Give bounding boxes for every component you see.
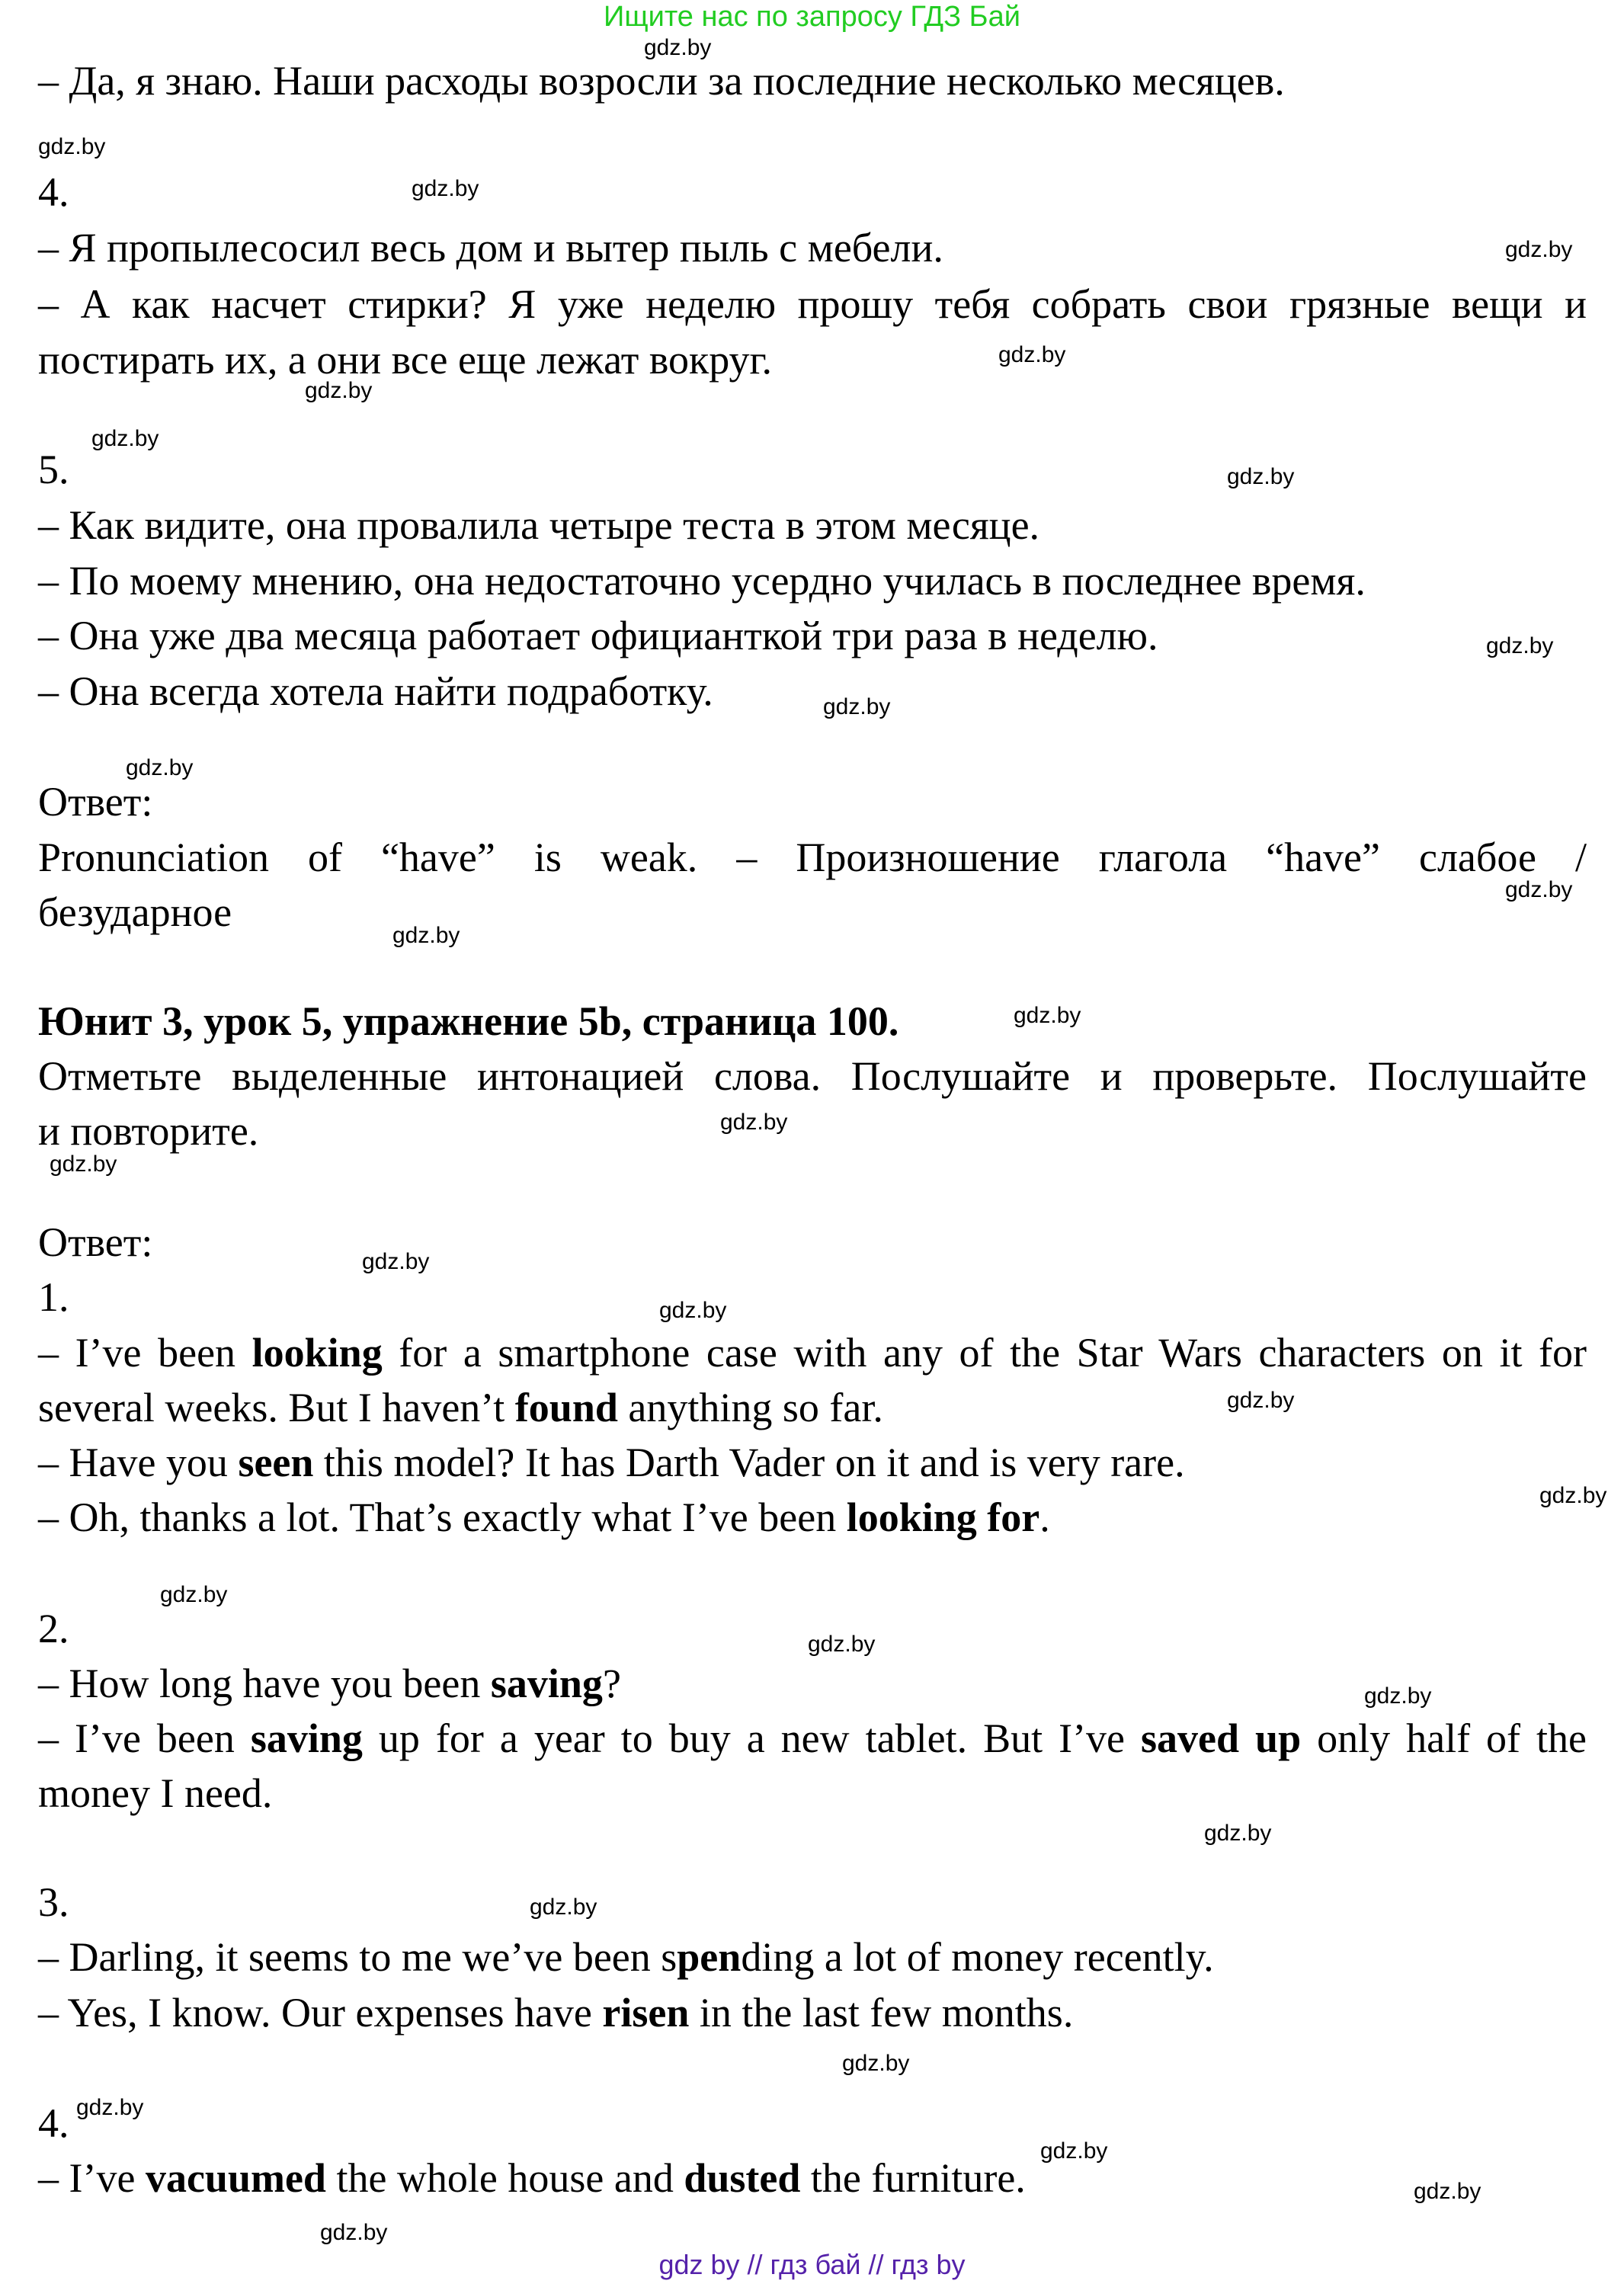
text-line: Отметьте выделенные интонацией слова. Послушайте и проверьте. Послушайте (38, 1053, 1587, 1099)
stressed-word: saved up (1141, 1715, 1302, 1761)
watermark: gdz.by (1364, 1683, 1432, 1709)
watermark: gdz.by (1486, 633, 1554, 658)
watermark: gdz.by (1414, 2179, 1481, 2204)
text-line: several weeks. But I haven’t found anything so far. (38, 1385, 883, 1430)
text-line: – Have you seen this model? It has Darth Vader on it and is very rare. (38, 1440, 1185, 1485)
watermark: gdz.by (50, 1152, 117, 1177)
text-line: – I’ve vacuumed the whole house and dusted the furniture. (38, 2155, 1026, 2201)
watermark: gdz.by (1204, 1821, 1272, 1846)
stressed-word: found (514, 1385, 618, 1430)
watermark: gdz.by (1227, 464, 1295, 489)
watermark: gdz.by (412, 176, 479, 201)
stressed-syllable: pen (677, 1934, 742, 1980)
watermark: gdz.by (1539, 1483, 1607, 1508)
watermark: gdz.by (76, 2095, 144, 2120)
text-line: – Она уже два месяца работает официанткой три раза в неделю. (38, 613, 1158, 658)
watermark: gdz.by (1505, 877, 1573, 902)
watermark: gdz.by (160, 1582, 228, 1607)
watermark: gdz.by (320, 2220, 388, 2245)
watermark: gdz.by (808, 1632, 876, 1657)
text-line: – Да, я знаю. Наши расходы возросли за последние несколько месяцев. (38, 58, 1285, 104)
text-line: Pronunciation of “have” is weak. – Произношение глагола “have” слабое / (38, 834, 1587, 880)
text-line: – Darling, it seems to me we’ve been spending a lot of money recently. (38, 1934, 1214, 1980)
text-line: – Oh, thanks a lot. That’s exactly what I’ve been looking for. (38, 1494, 1050, 1540)
watermark: gdz.by (1505, 237, 1573, 262)
watermark: gdz.by (362, 1249, 430, 1274)
answer-label: Ответ: (38, 1219, 153, 1265)
watermark: gdz.by (1014, 1003, 1081, 1028)
watermark: gdz.by (998, 342, 1066, 367)
stressed-word: looking (251, 1330, 383, 1376)
text-line: постирать их, а они все еще лежат вокруг. (38, 337, 773, 383)
watermark: gdz.by (392, 923, 460, 948)
stressed-word: saving (250, 1715, 363, 1761)
item-number: 2. (38, 1606, 69, 1651)
stressed-word: dusted (684, 2155, 801, 2201)
watermark: gdz.by (126, 755, 194, 780)
watermark: gdz.by (842, 2051, 910, 2076)
text-line: – А как насчет стирки? Я уже неделю прошу тебя собрать свои грязные вещи и (38, 281, 1587, 327)
footer-links[interactable]: gdz by // гдз бай // гдз by (658, 2249, 966, 2280)
text-line: и повторите. (38, 1108, 259, 1154)
watermark: gdz.by (823, 694, 891, 719)
watermark: gdz.by (38, 134, 106, 159)
item-number: 3. (38, 1879, 69, 1925)
text-line: – How long have you been saving? (38, 1661, 621, 1706)
stressed-word: risen (602, 1990, 690, 2036)
watermark: gdz.by (305, 378, 373, 403)
item-number: 4. (38, 169, 69, 215)
text-line: – Она всегда хотела найти подработку. (38, 668, 713, 714)
text-line: – Yes, I know. Our expenses have risen in the last few months. (38, 1990, 1074, 2036)
item-number: 5. (38, 447, 69, 492)
text-line: – Я пропылесосил весь дом и вытер пыль с мебели. (38, 225, 943, 271)
watermark: gdz.by (530, 1895, 597, 1920)
watermark: gdz.by (720, 1110, 788, 1135)
watermark: gdz.by (659, 1298, 727, 1323)
stressed-word: saving (490, 1661, 603, 1706)
text-line: – Как видите, она провалила четыре теста в этом месяце. (38, 502, 1040, 548)
text-line: – I’ve been looking for a smartphone case with any of the Star Wars characters on it for (38, 1330, 1587, 1376)
watermark: gdz.by (1040, 2138, 1108, 2164)
answer-label: Ответ: (38, 779, 153, 825)
stressed-word: looking for (846, 1494, 1040, 1540)
item-number: 4. (38, 2100, 69, 2146)
text-line: – По моему мнению, она недостаточно усердно училась в последнее время. (38, 558, 1366, 604)
search-banner[interactable]: Ищите нас по запросу ГДЗ Бай (604, 1, 1020, 33)
section-heading: Юнит 3, урок 5, упражнение 5b, страница 100. (38, 998, 899, 1044)
text-line: безударное (38, 889, 232, 935)
watermark: gdz.by (644, 35, 712, 60)
item-number: 1. (38, 1274, 69, 1320)
stressed-word: seen (238, 1440, 314, 1485)
text-line: – I’ve been saving up for a year to buy a new tablet. But I’ve saved up only half of the (38, 1715, 1587, 1761)
text-line: money I need. (38, 1770, 273, 1816)
watermark: gdz.by (1227, 1388, 1295, 1413)
stressed-word: vacuumed (145, 2155, 326, 2201)
watermark: gdz.by (91, 426, 159, 451)
